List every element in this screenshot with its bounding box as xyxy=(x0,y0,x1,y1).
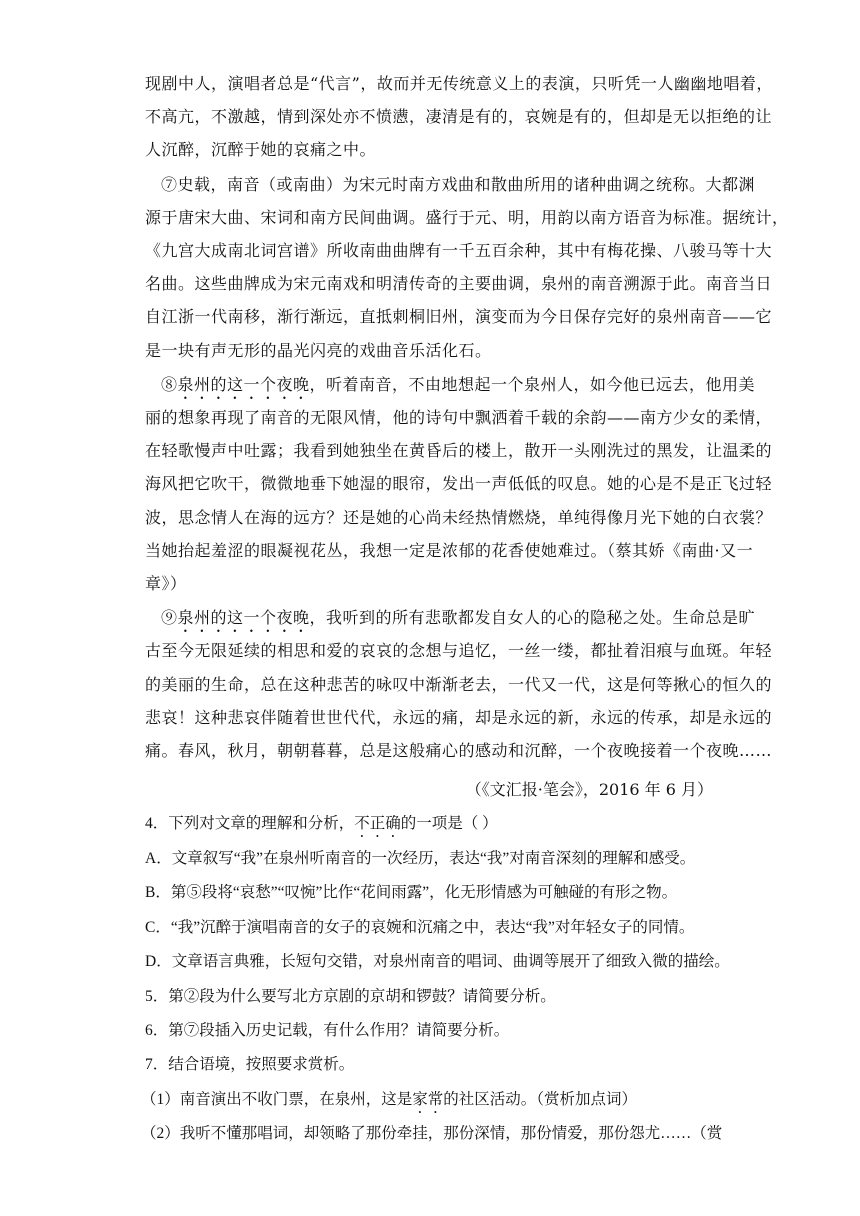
paragraph-8-line-2: 丽的想象再现了南音的无限风情，他的诗句中飘洒着千载的余韵——南方少女的柔情， xyxy=(145,408,773,427)
article-source: （《文汇报·笔会》，2016 年 6 月） xyxy=(465,780,713,799)
paragraph-8-line-3: 在轻歌慢声中吐露；我看到她独坐在黄昏后的楼上，散开一头刚洗过的黑发，让温柔的 xyxy=(145,441,773,460)
paragraph-9-number: ⑨ xyxy=(161,608,178,627)
paragraph-6-line-1: 现剧中人，演唱者总是“代言”，故而并无传统意义上的表演，只听凭一人幽幽地唱着， xyxy=(145,74,773,93)
question-7-1 xyxy=(141,1089,637,1117)
question-4-dotted-word: 不正确 xyxy=(354,815,401,832)
paragraph-9-line-2: 古至今无限延续的相思和爱的哀哀的念想与追忆，一丝一缕，都扯着泪痕与血斑。年轻 xyxy=(145,641,773,660)
question-6: 6．第⑦段插入历史记载，有什么作用？请简要分析。 xyxy=(145,1022,510,1039)
question-4 xyxy=(145,813,498,841)
question-7-2: （2）我听不懂那唱词，却领略了那份牵挂，那份深情，那份情爱，那份怨尤……（赏 xyxy=(141,1125,723,1142)
paragraph-9-dotted-phrase: 泉州的这一个夜晚 xyxy=(177,608,310,627)
paragraph-8-line-4: 海风把它吹干，微微地垂下她湿的眼帘，发出一声低低的叹息。她的心是不是正飞过轻 xyxy=(145,474,773,493)
paragraph-8-line-1 xyxy=(161,374,756,403)
paragraph-6-line-3: 人沉醉，沉醉于她的哀痛之中。 xyxy=(145,140,377,159)
question-7-1-suffix: 的社区活动。（赏析加点词） xyxy=(443,1091,638,1108)
question-5: 5．第②段为什么要写北方京剧的京胡和锣鼓？请简要分析。 xyxy=(145,988,556,1005)
question-4-option-c: C．“我”沉醉于演唱南音的女子的哀婉和沉痛之中，表达“我”对年轻女子的同情。 xyxy=(145,919,695,936)
paragraph-8-first-rest: ，听着南音，不由地想起一个泉州人，如今他已远去，他用美 xyxy=(309,375,756,394)
paragraph-7-line-2: 源于唐宋大曲、宋词和南方民间曲调。盛行于元、明，用韵以南方语音为标准。据统计， xyxy=(145,208,789,227)
question-4-option-d: D．文章语言典雅，长短句交错，对泉州南音的唱词、曲调等展开了细致入微的描绘。 xyxy=(145,953,730,970)
paragraph-8-line-7: 章》） xyxy=(145,574,187,593)
question-4-option-b: B．第⑤段将“哀愁”“叹惋”比作“花间雨露”，化无形情感为可触碰的有形之物。 xyxy=(145,884,678,901)
paragraph-7-line-5: 自江浙一代南移，渐行渐远，直抵刺桐旧州，演变而为今日保存完好的泉州南音——它 xyxy=(145,307,773,326)
paragraph-8-number: ⑧ xyxy=(161,375,178,394)
paragraph-8-line-5: 波，思念情人在海的远方？还是她的心尚未经热情燃烧，单纯得像月光下她的白衣裳？ xyxy=(145,508,773,527)
paragraph-7-line-6: 是一块有声无形的晶光闪亮的戏曲音乐活化石。 xyxy=(145,341,492,360)
question-7-1-dotted-word: 家常 xyxy=(412,1091,444,1108)
paragraph-6-line-2: 不高亢，不激越，情到深处亦不愤懑，凄清是有的，哀婉是有的，但却是无以拒绝的让 xyxy=(145,107,773,126)
paragraph-7-line-1: ⑦史载，南音（或南曲）为宋元时南方戏曲和散曲所用的诸种曲调之统称。大都渊 xyxy=(161,175,756,194)
paragraph-9-line-3: 的美丽的生命，总在这种悲苦的咏叹中渐渐老去，一代又一代，这是何等揪心的恒久的 xyxy=(145,675,773,694)
paragraph-9-first-rest: ，我听到的所有悲歌都发自女人的心的隐秘之处。生命总是旷 xyxy=(309,608,756,627)
question-4-option-a: A．文章叙写“我”在泉州听南音的一次经历，表达“我”对南音深刻的理解和感受。 xyxy=(145,850,696,867)
question-7: 7．结合语境，按照要求赏析。 xyxy=(145,1056,355,1073)
paragraph-9-line-1 xyxy=(161,607,756,636)
paragraph-7-line-4: 名曲。这些曲牌成为宋元南戏和明清传奇的主要曲调，泉州的南音溯源于此。南音当日 xyxy=(145,274,773,293)
paragraph-7-line-3: 《九宫大成南北词宫谱》所收南曲曲牌有一千五百余种，其中有梅花操、八骏马等十大 xyxy=(145,241,773,260)
paragraph-9-line-5: 痛。春风，秋月，朝朝暮暮，总是这般痛心的感动和沉醉，一个夜晚接着一个夜晚…… xyxy=(145,741,773,760)
paragraph-9-line-4: 悲哀！这种悲哀伴随着世世代代，永远的痛，却是永远的新，永远的传承，却是永远的 xyxy=(145,708,773,727)
question-4-prefix: 4．下列对文章的理解和分析， xyxy=(145,815,355,832)
paragraph-8-dotted-phrase: 泉州的这一个夜晚 xyxy=(177,375,310,394)
question-4-suffix: 的一项是（ ） xyxy=(400,815,498,832)
paragraph-8-line-6: 当她抬起羞涩的眼凝视花丛，我想一定是浓郁的花香使她难过。（蔡其娇《南曲·又一 xyxy=(145,541,754,560)
question-7-1-prefix: （1）南音演出不收门票，在泉州，这是 xyxy=(141,1091,413,1108)
